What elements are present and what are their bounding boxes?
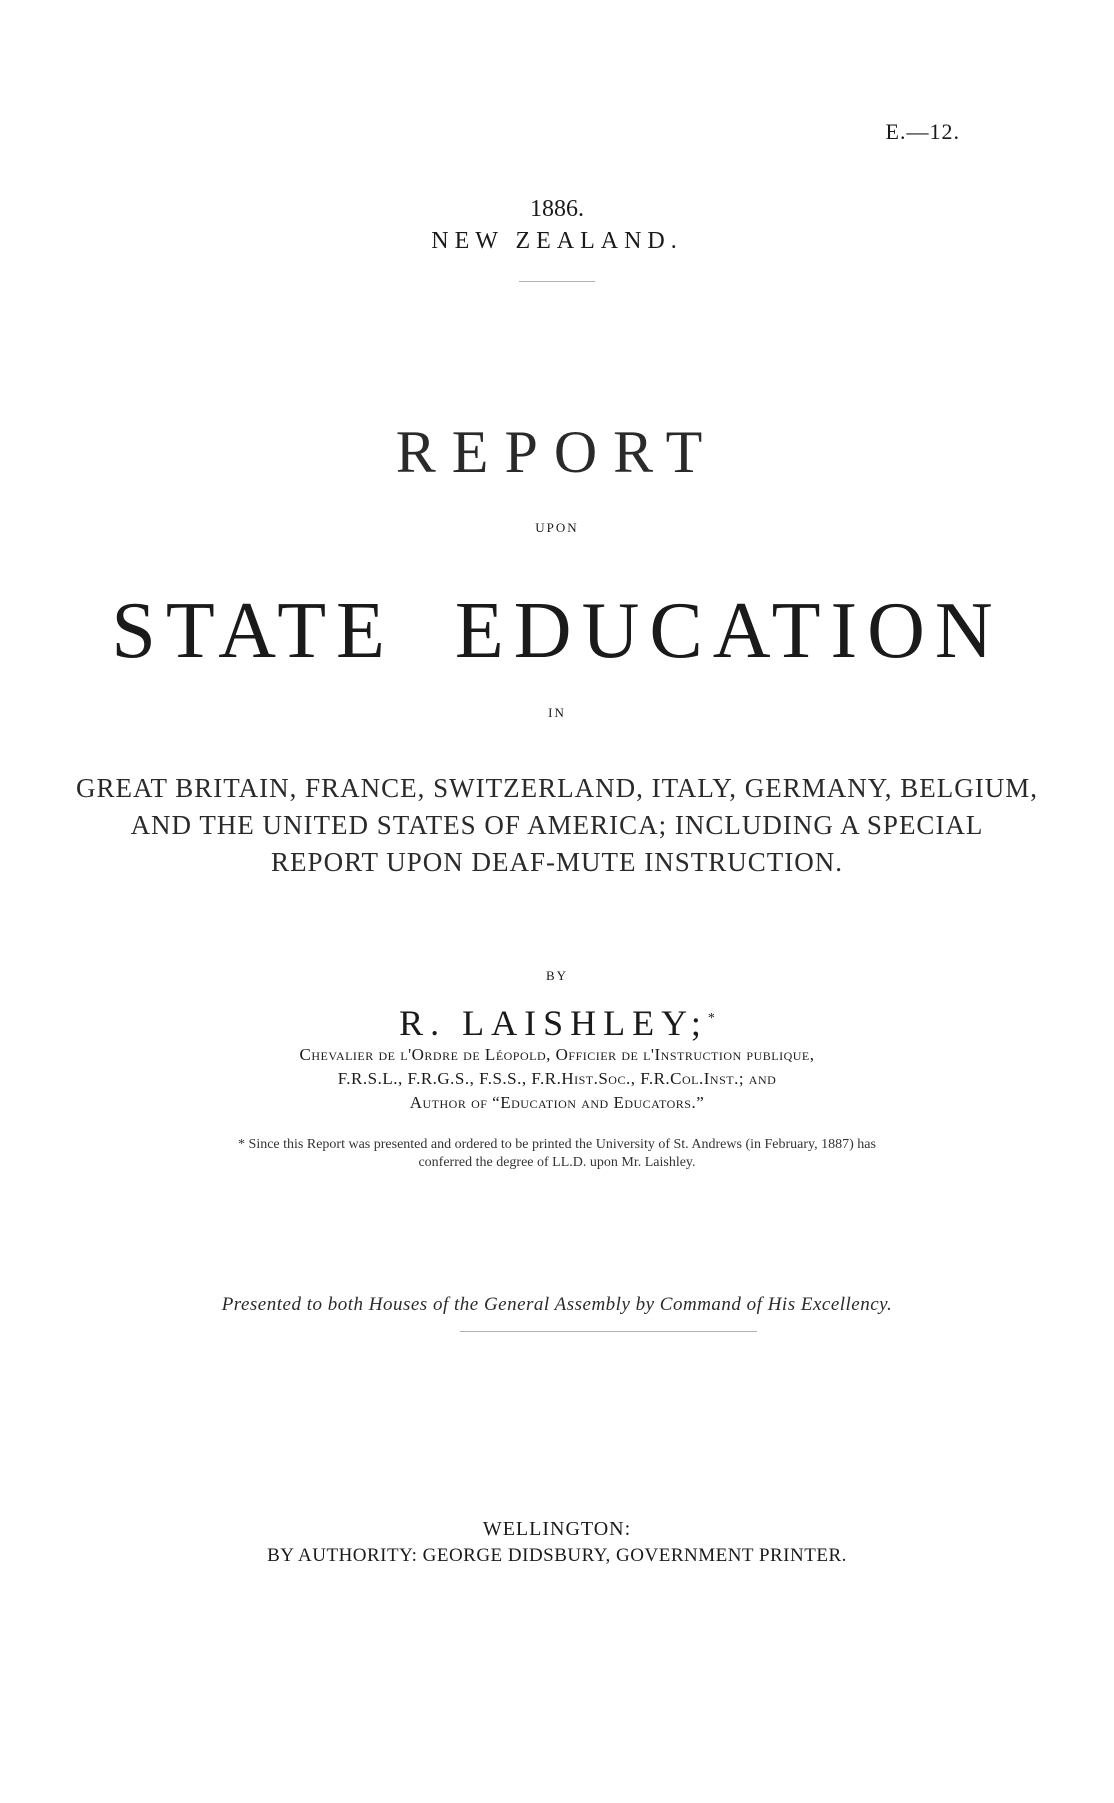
- countries-line: AND THE UNITED STATES OF AMERICA; INCLUDING A SPECIAL: [130, 810, 984, 840]
- presented-statement: Presented to both Houses of the General Assembly by Command of His Excellency.: [221, 1294, 893, 1315]
- year: 1886.: [530, 196, 584, 222]
- footnote-line: conferred the degree of LL.D. upon Mr. Laishley.: [418, 1155, 696, 1170]
- footnote-mark: *: [707, 1011, 715, 1026]
- countries-line: GREAT BRITAIN, FRANCE, SWITZERLAND, ITALY, GERMANY, BELGIUM,: [76, 773, 1038, 803]
- document-reference: E.—12.: [885, 119, 960, 144]
- imprint-city: WELLINGTON:: [482, 1518, 632, 1540]
- by-label: BY: [545, 968, 569, 983]
- author-credentials: Chevalier de l'Ordre de Léopold, Officier de l'Instruction publique,: [299, 1045, 815, 1064]
- in-label: IN: [548, 705, 566, 720]
- divider-rule: [460, 1331, 757, 1332]
- countries-line: REPORT UPON DEAF-MUTE INSTRUCTION.: [271, 847, 843, 877]
- author-credentials: Author of “Education and Educators.”: [409, 1093, 705, 1112]
- country: NEW ZEALAND.: [431, 228, 683, 254]
- report-heading: REPORT: [395, 419, 719, 485]
- subject-heading: STATE EDUCATION: [111, 587, 1003, 675]
- divider-rule: [519, 281, 595, 282]
- upon-label: UPON: [535, 520, 579, 535]
- author-name: [0, 1002, 1114, 1044]
- author-credentials: F.R.S.L., F.R.G.S., F.S.S., F.R.Hist.Soc., F.R.Col.Inst.; and: [337, 1069, 777, 1088]
- footnote-line: * Since this Report was presented and ordered to be printed the University of St. Andrews (in February, 1887) has: [238, 1137, 876, 1152]
- author-name-text: R. LAISHLEY;: [399, 1003, 708, 1043]
- imprint-printer: BY AUTHORITY: GEORGE DIDSBURY, GOVERNMENT PRINTER.: [267, 1545, 847, 1566]
